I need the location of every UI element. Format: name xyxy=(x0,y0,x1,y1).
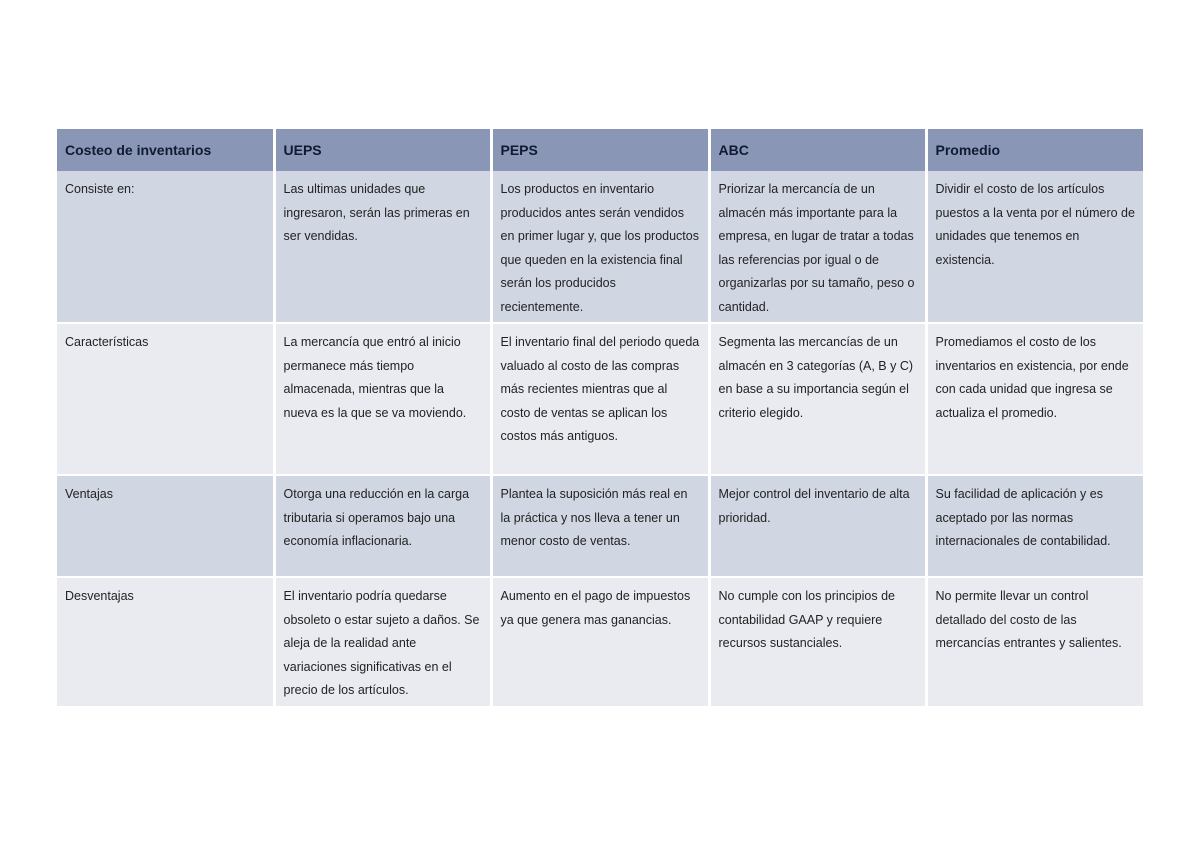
cell-caracteristicas-peps: El inventario final del periodo queda valuado al costo de las compras más recientes mientras que al costo de ventas se aplican los costos más antiguos. xyxy=(491,323,709,475)
cell-desventajas-abc: No cumple con los principios de contabilidad GAAP y requiere recursos sustanciales. xyxy=(709,577,926,707)
cell-caracteristicas-ueps: La mercancía que entró al inicio permanece más tiempo almacenada, mientras que la nueva es la que se va moviendo. xyxy=(274,323,491,475)
cell-consiste-ueps: Las ultimas unidades que ingresaron, serán las primeras en ser vendidas. xyxy=(274,171,491,323)
header-promedio: Promedio xyxy=(926,129,1143,171)
cell-ventajas-abc: Mejor control del inventario de alta prioridad. xyxy=(709,475,926,577)
row-label-desventajas: Desventajas xyxy=(57,577,274,707)
row-label-caracteristicas: Características xyxy=(57,323,274,475)
table-row xyxy=(57,171,1143,323)
cell-consiste-promedio: Dividir el costo de los artículos puestos a la venta por el número de unidades que tenemos en existencia. xyxy=(926,171,1143,323)
table-row xyxy=(57,475,1143,577)
cell-caracteristicas-promedio: Promediamos el costo de los inventarios en existencia, por ende con cada unidad que ingresa se actualiza el promedio. xyxy=(926,323,1143,475)
header-peps: PEPS xyxy=(491,129,709,171)
header-abc: ABC xyxy=(709,129,926,171)
cell-consiste-abc: Priorizar la mercancía de un almacén más importante para la empresa, en lugar de tratar a todas las referencias por igual o de organizarlas por su tamaño, peso o cantidad. xyxy=(709,171,926,323)
row-label-consiste: Consiste en: xyxy=(57,171,274,323)
table-row xyxy=(57,577,1143,707)
table-header-row xyxy=(57,129,1143,171)
cell-caracteristicas-abc: Segmenta las mercancías de un almacén en 3 categorías (A, B y C) en base a su importancia según el criterio elegido. xyxy=(709,323,926,475)
row-label-ventajas: Ventajas xyxy=(57,475,274,577)
cell-desventajas-promedio: No permite llevar un control detallado del costo de las mercancías entrantes y salientes. xyxy=(926,577,1143,707)
cell-desventajas-peps: Aumento en el pago de impuestos ya que genera mas ganancias. xyxy=(491,577,709,707)
cell-ventajas-ueps: Otorga una reducción en la carga tributaria si operamos bajo una economía inflacionaria. xyxy=(274,475,491,577)
cell-consiste-peps: Los productos en inventario producidos antes serán vendidos en primer lugar y, que los productos que queden en la existencia final serán los producidos recientemente. xyxy=(491,171,709,323)
inventory-costing-table xyxy=(57,129,1143,708)
header-ueps: UEPS xyxy=(274,129,491,171)
table-row xyxy=(57,323,1143,475)
cell-desventajas-ueps: El inventario podría quedarse obsoleto o estar sujeto a daños. Se aleja de la realidad ante variaciones significativas en el precio de los artículos. xyxy=(274,577,491,707)
cell-ventajas-peps: Plantea la suposición más real en la práctica y nos lleva a tener un menor costo de ventas. xyxy=(491,475,709,577)
header-costeo: Costeo de inventarios xyxy=(57,129,274,171)
cell-ventajas-promedio: Su facilidad de aplicación y es aceptado por las normas internacionales de contabilidad. xyxy=(926,475,1143,577)
